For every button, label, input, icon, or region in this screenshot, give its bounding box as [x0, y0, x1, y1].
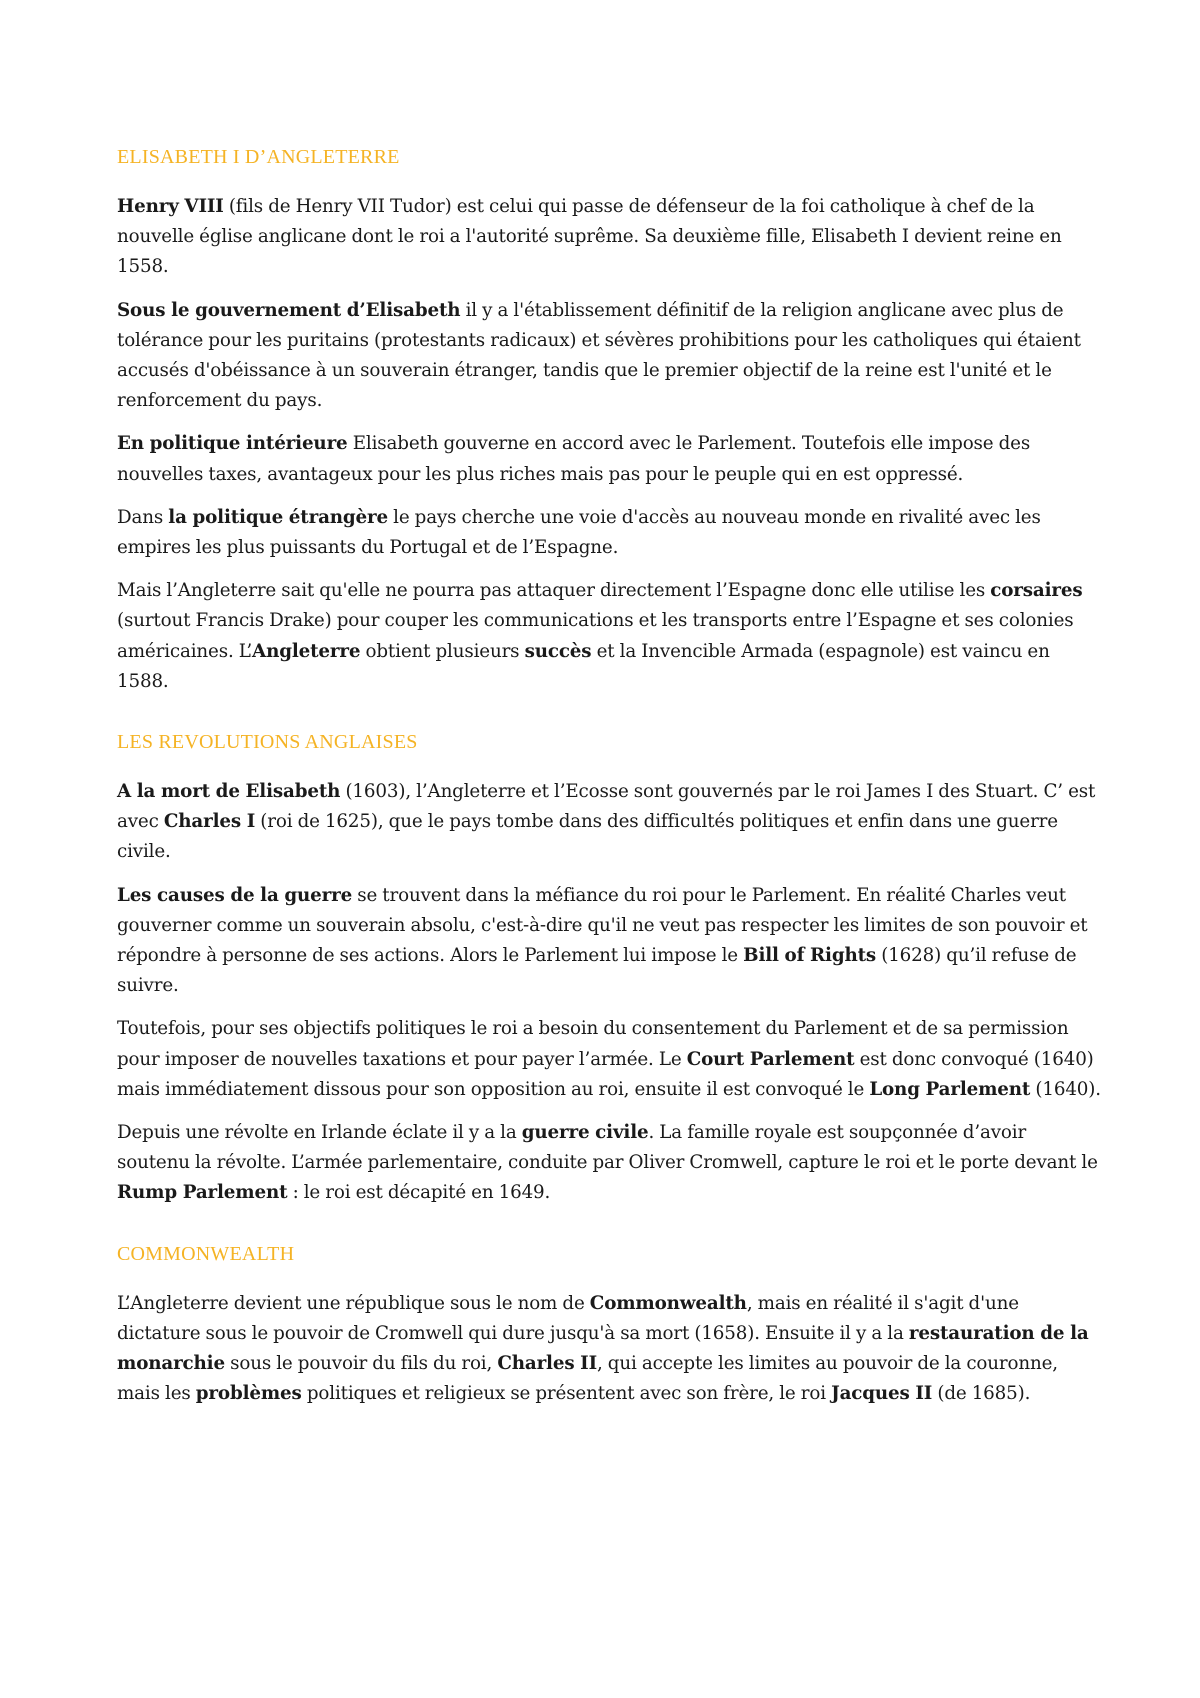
paragraph: Henry VIII (fils de Henry VII Tudor) est celui qui passe de défenseur de la foi catholique à chef de la nouvelle église anglicane dont le roi a l'autorité suprême. Sa deuxième fille, Elisabeth I devient reine en 1558.	[117, 196, 1062, 278]
section-commonwealth	[117, 1239, 1102, 1410]
section-heading: COMMONWEALTH	[117, 1242, 295, 1265]
section-heading: LES REVOLUTIONS ANGLAISES	[117, 731, 418, 754]
paragraph: Toutefois, pour ses objectifs politiques le roi a besoin du consentement du Parlement et de sa permission pour imposer de nouvelles taxations et pour payer l’armée. Le Court Parlement est donc convoqué (1640) mais immédiatement dissous pour son opposition au roi, ensuite il est convoqué le Long Parlement (1640).	[117, 1018, 1101, 1100]
section-heading: ELISABETH I D’ANGLETERRE	[117, 146, 400, 168]
paragraph: En politique intérieure Elisabeth gouverne en accord avec le Parlement. Toutefois elle impose des nouvelles taxes, avantageux pour les plus riches mais pas pour le peuple qui en est oppressé.	[117, 433, 1031, 485]
paragraph: Les causes de la guerre se trouvent dans la méfiance du roi pour le Parlement. En réalité Charles veut gouverner comme un souverain absolu, c'est-à-dire qu'il ne veut pas respecter les limites de son pouvoir et répondre à personne de ses actions. Alors le Parlement lui impose le Bill of Rights (1628) qu’il refuse de suivre.	[117, 884, 1088, 997]
paragraph: A la mort de Elisabeth (1603), l’Angleterre et l’Ecosse sont gouvernés par le roi James I des Stuart. C’ est avec Charles I (roi de 1625), que le pays tombe dans des difficultés politiques et enfin dans une guerre civile.	[117, 781, 1096, 863]
paragraph: L’Angleterre devient une république sous le nom de Commonwealth, mais en réalité il s'agit d'une dictature sous le pouvoir de Cromwell qui dure jusqu'à sa mort (1658). Ensuite il y a la restauration de la monarchie sous le pouvoir du fils du roi, Charles II, qui accepte les limites au pouvoir de la couronne, mais les problèmes politiques et religieux se présentent avec son frère, le roi Jacques II (de 1685).	[117, 1292, 1089, 1405]
section-elisabeth	[117, 142, 1102, 697]
document-page	[117, 142, 1102, 1423]
section-revolutions	[117, 727, 1102, 1209]
paragraph: Mais l’Angleterre sait qu'elle ne pourra pas attaquer directement l’Espagne donc elle utilise les corsaires (surtout Francis Drake) pour couper les communications et les transports entre l’Espagne et ses colonies américaines. L’Angleterre obtient plusieurs succès et la Invencible Armada (espagnole) est vaincu en 1588.	[117, 580, 1083, 692]
paragraph: Dans la politique étrangère le pays cherche une voie d'accès au nouveau monde en rivalité avec les empires les plus puissants du Portugal et de l’Espagne.	[117, 506, 1041, 559]
paragraph: Depuis une révolte en Irlande éclate il y a la guerre civile. La famille royale est soupçonnée d’avoir soutenu la révolte. L’armée parlementaire, conduite par Oliver Cromwell, capture le roi et le porte devant le Rump Parlement : le roi est décapité en 1649.	[117, 1122, 1098, 1204]
paragraph: Sous le gouvernement d’Elisabeth il y a l'établissement définitif de la religion anglicane avec plus de tolérance pour les puritains (protestants radicaux) et sévères prohibitions pour les catholiques qui étaient accusés d'obéissance à un souverain étranger, tandis que le premier objectif de la reine est l'unité et le renforcement du pays.	[117, 299, 1081, 412]
